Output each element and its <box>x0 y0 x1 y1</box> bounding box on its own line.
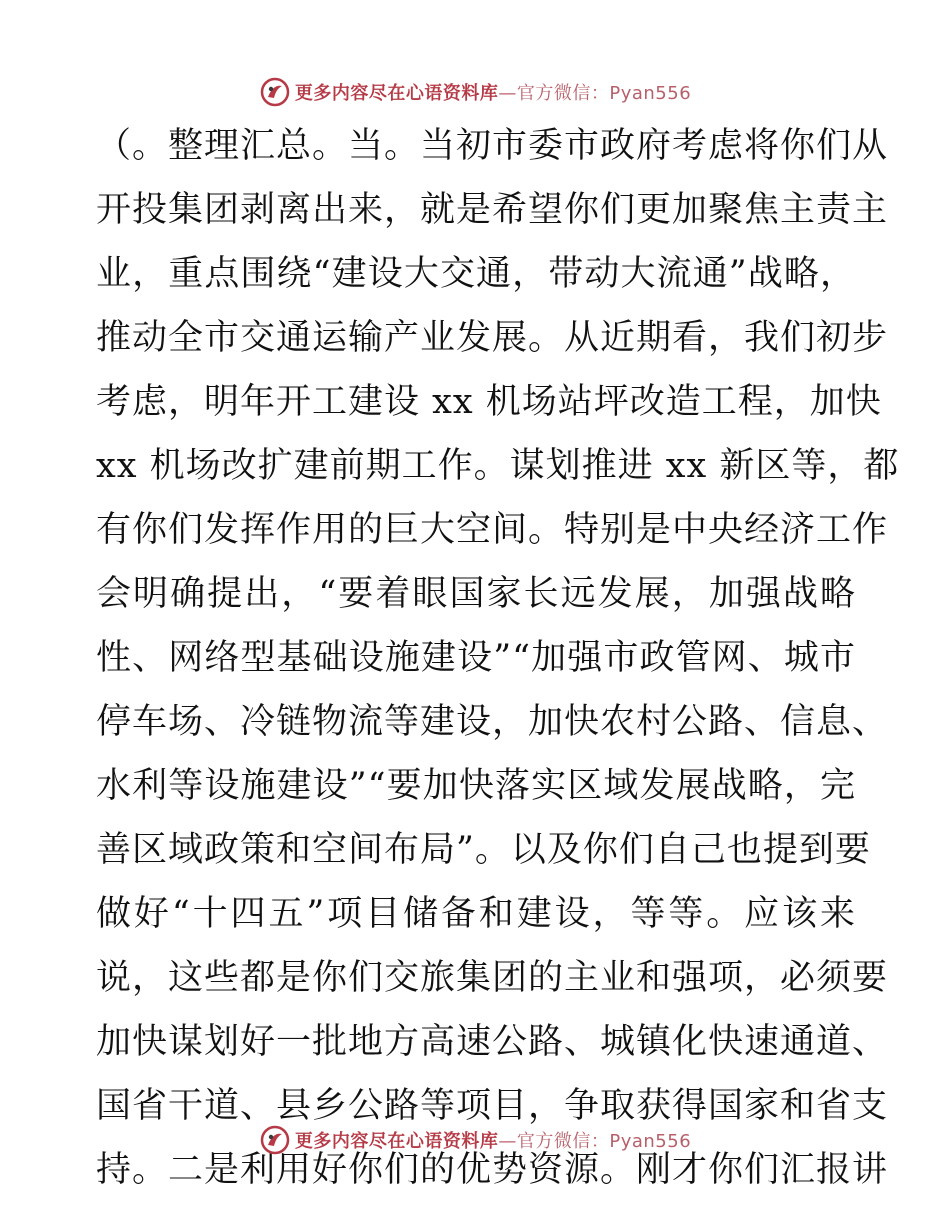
watermark-text <box>295 1127 691 1153</box>
paragraph-line: 考虑，明年开工建设 xx 机场站坪改造工程，加快 <box>96 382 882 422</box>
paragraph-line: 推动全市交通运输产业发展。从近期看，我们初步 <box>96 318 889 358</box>
paragraph-line: 国省干道、县乡公路等项目，争取获得国家和省支 <box>96 1086 889 1126</box>
header-watermark <box>0 72 950 112</box>
paragraph-line: 做好“十四五”项目储备和建设，等等。应该来 <box>96 894 856 934</box>
paragraph-line: xx 机场改扩建前期工作。谋划推进 xx 新区等，都 <box>96 446 900 486</box>
brand-logo-icon <box>259 1124 291 1156</box>
paragraph-line: 有你们发挥作用的巨大空间。特别是中央经济工作 <box>96 510 889 550</box>
paragraph-line: 持。二是利用好你们的优势资源。刚才你们汇报讲 <box>96 1150 889 1190</box>
brand-logo-icon <box>259 76 291 108</box>
watermark-separator: — <box>498 83 517 104</box>
watermark-brand: 更多内容尽在心语资料库 <box>294 83 499 104</box>
watermark-contact: 官方微信：Pyan556 <box>516 83 692 104</box>
paragraph-line: 停车场、冷链物流等建设，加快农村公路、信息、 <box>96 702 889 742</box>
paragraph-line: 业，重点围绕“建设大交通，带动大流通”战略， <box>96 254 856 294</box>
document-body <box>96 114 900 1202</box>
paragraph-line: （。整理汇总。当。当初市委市政府考虑将你们从 <box>96 126 889 166</box>
paragraph-line: 性、网络型基础设施建设”“加强市政管网、城市 <box>96 638 856 678</box>
watermark-contact: 官方微信：Pyan556 <box>516 1131 692 1152</box>
footer-watermark <box>0 1120 950 1160</box>
paragraph-line: 说，这些都是你们交旅集团的主业和强项，必须要 <box>96 958 889 998</box>
paragraph-line: 开投集团剥离出来，就是希望你们更加聚焦主责主 <box>96 190 889 230</box>
watermark-separator: — <box>498 1131 517 1152</box>
paragraph-line: 善区域政策和空间布局”。以及你们自己也提到要 <box>96 830 871 870</box>
paragraph-line: 加快谋划好一批地方高速公路、城镇化快速通道、 <box>96 1022 889 1062</box>
paragraph-line: 水利等设施建设”“要加快落实区域发展战略，完 <box>96 766 856 806</box>
watermark-brand: 更多内容尽在心语资料库 <box>294 1131 499 1152</box>
watermark-text <box>295 79 691 105</box>
paragraph-line: 会明确提出，“要着眼国家长远发展，加强战略 <box>96 574 856 614</box>
